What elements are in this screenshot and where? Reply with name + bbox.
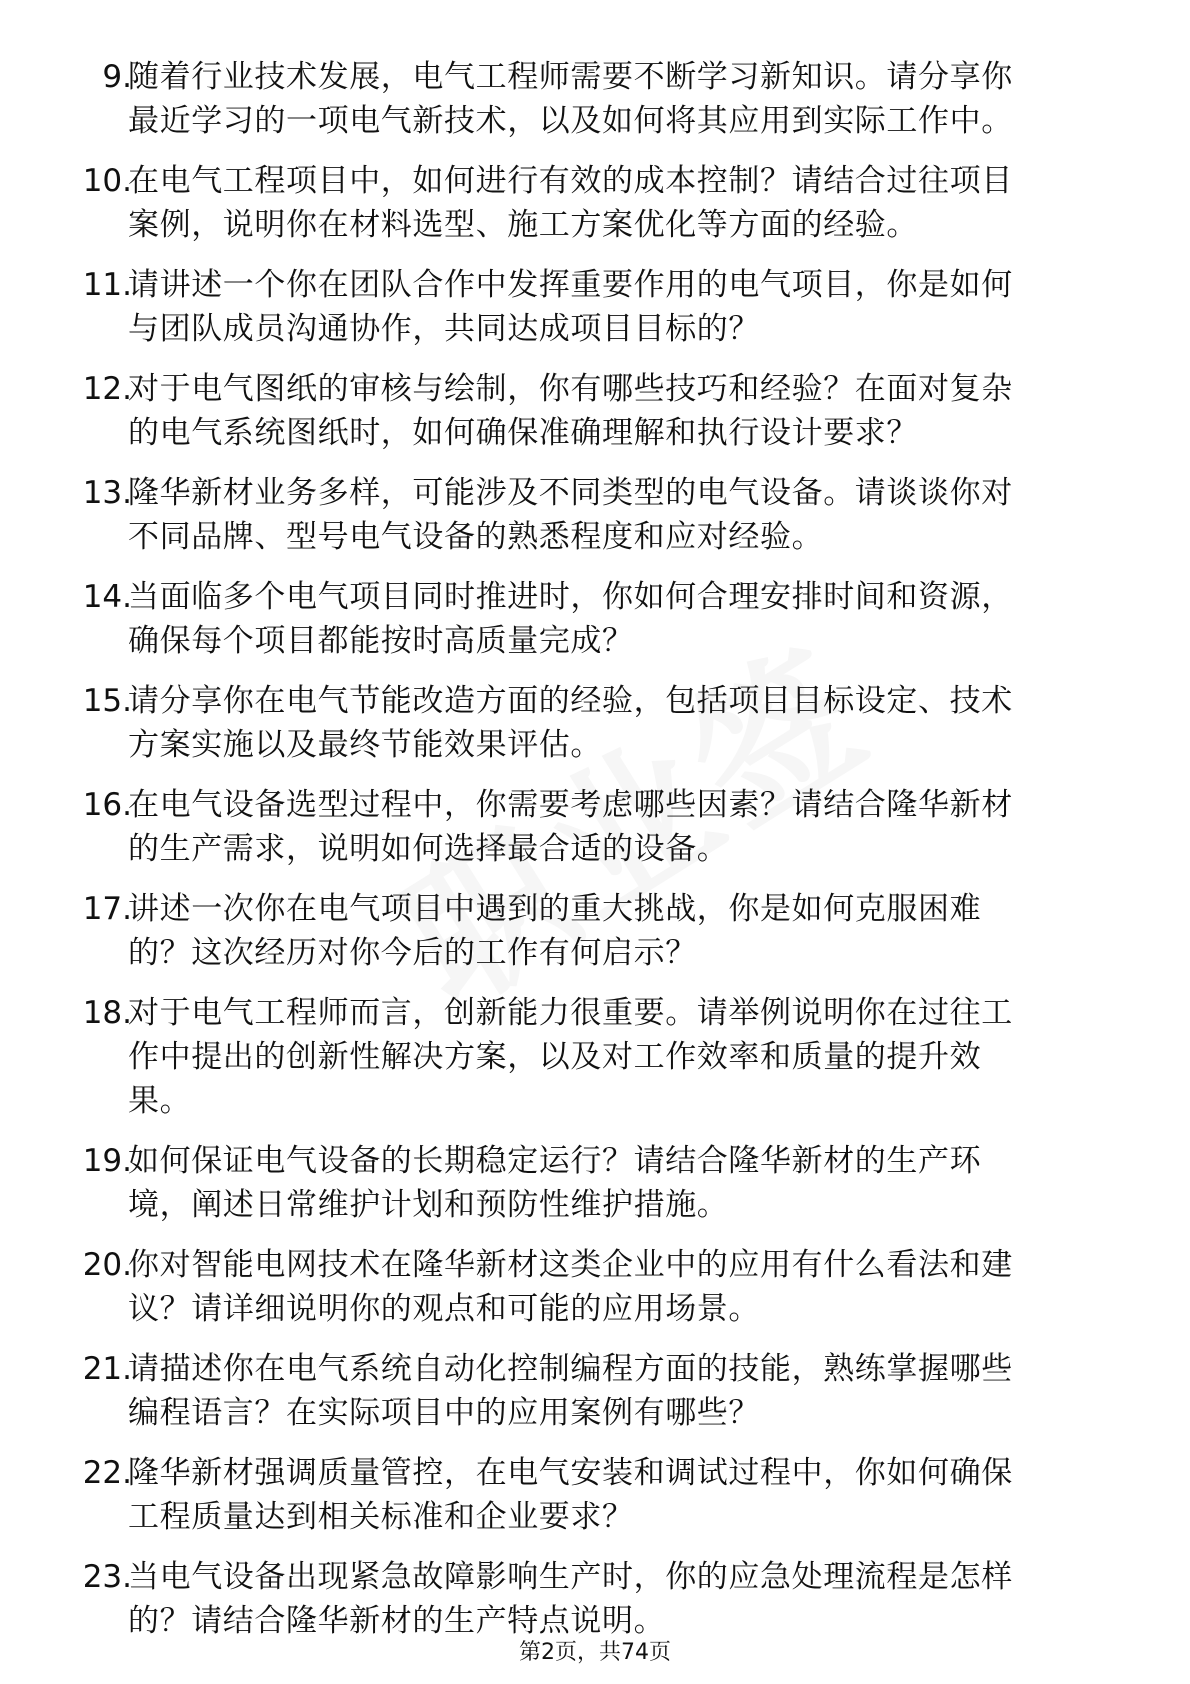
question-number: 21. [82,1351,132,1387]
question-item [0,887,1190,991]
question-text-line: 请分享你在电气节能改造方面的经验，包括项目目标设定、技术 [128,683,1013,719]
question-text [128,1243,1118,1331]
question-item [0,575,1190,679]
page-footer: 第2页，共74页 [519,1640,671,1665]
question-item [0,991,1190,1139]
question-text [128,1139,1118,1227]
question-text [128,367,1118,455]
question-number: 11. [82,267,132,303]
question-number: 17. [82,891,132,927]
question-text-line: 的生产需求，说明如何选择最合适的设备。 [128,831,729,867]
question-text [128,263,1118,351]
question-number: 15. [82,683,132,719]
question-number: 10. [82,163,132,199]
question-number: 22. [82,1455,132,1491]
question-number: 16. [82,787,132,823]
question-text [128,1347,1118,1435]
question-text-line: 你对智能电网技术在隆华新材这类企业中的应用有什么看法和建 [128,1247,1013,1283]
question-text-line: 议？请详细说明你的观点和可能的应用场景。 [128,1291,760,1327]
question-list [0,55,1190,1659]
question-text-line: 的电气系统图纸时，如何确保准确理解和执行设计要求？ [128,415,918,451]
question-text-line: 隆华新材业务多样，可能涉及不同类型的电气设备。请谈谈你对 [128,475,1013,511]
question-item [0,367,1190,471]
question-text-line: 隆华新材强调质量管控，在电气安装和调试过程中，你如何确保 [128,1455,1013,1491]
question-text-line: 作中提出的创新性解决方案，以及对工作效率和质量的提升效 [128,1039,982,1075]
question-item [0,1347,1190,1451]
question-text-line: 在电气设备选型过程中，你需要考虑哪些因素？请结合隆华新材 [128,787,1013,823]
question-number: 12. [82,371,132,407]
question-text [128,991,1118,1123]
question-item [0,159,1190,263]
question-item [0,55,1190,159]
question-number: 13. [82,475,132,511]
question-text-line: 案例，说明你在材料选型、施工方案优化等方面的经验。 [128,207,918,243]
question-number: 20. [82,1247,132,1283]
question-item [0,263,1190,367]
question-text [128,679,1118,767]
question-text-line: 请描述你在电气系统自动化控制编程方面的技能，熟练掌握哪些 [128,1351,1013,1387]
question-item [0,679,1190,783]
question-text-line: 当电气设备出现紧急故障影响生产时，你的应急处理流程是怎样 [128,1559,1013,1595]
question-text-line: 对于电气工程师而言，创新能力很重要。请举例说明你在过往工 [128,995,1013,1031]
question-text-line: 对于电气图纸的审核与绘制，你有哪些技巧和经验？在面对复杂 [128,371,1013,407]
question-number: 9. [102,59,132,95]
question-text-line: 随着行业技术发展，电气工程师需要不断学习新知识。请分享你 [128,59,1013,95]
question-text-line: 境，阐述日常维护计划和预防性维护措施。 [128,1187,729,1223]
question-text-line: 与团队成员沟通协作，共同达成项目目标的？ [128,311,760,347]
question-text [128,1555,1118,1643]
question-text [128,471,1118,559]
question-text-line: 的？这次经历对你今后的工作有何启示？ [128,935,697,971]
question-number: 18. [82,995,132,1031]
question-item [0,1451,1190,1555]
question-number: 23. [82,1559,132,1595]
question-text [128,887,1118,975]
question-text-line: 如何保证电气设备的长期稳定运行？请结合隆华新材的生产环 [128,1143,982,1179]
question-text [128,1451,1118,1539]
question-text [128,575,1118,663]
question-text-line: 最近学习的一项电气新技术，以及如何将其应用到实际工作中。 [128,103,1013,139]
question-text-line: 编程语言？在实际项目中的应用案例有哪些？ [128,1395,760,1431]
question-item [0,783,1190,887]
question-text-line: 请讲述一个你在团队合作中发挥重要作用的电气项目，你是如何 [128,267,1013,303]
question-item [0,471,1190,575]
question-item [0,1139,1190,1243]
question-text-line: 当面临多个电气项目同时推进时，你如何合理安排时间和资源， [128,579,1013,615]
question-text [128,55,1118,143]
question-item [0,1243,1190,1347]
question-text-line: 讲述一次你在电气项目中遇到的重大挑战，你是如何克服困难 [128,891,982,927]
question-text-line: 确保每个项目都能按时高质量完成？ [128,623,634,659]
question-text-line: 工程质量达到相关标准和企业要求？ [128,1499,634,1535]
question-text-line: 不同品牌、型号电气设备的熟悉程度和应对经验。 [128,519,824,555]
question-text-line: 方案实施以及最终节能效果评估。 [128,727,602,763]
question-number: 19. [82,1143,132,1179]
question-text-line: 果。 [128,1083,192,1119]
question-text [128,159,1118,247]
question-text-line: 的？请结合隆华新材的生产特点说明。 [128,1603,666,1639]
question-text-line: 在电气工程项目中，如何进行有效的成本控制？请结合过往项目 [128,163,1013,199]
question-number: 14. [82,579,132,615]
question-text [128,783,1118,871]
